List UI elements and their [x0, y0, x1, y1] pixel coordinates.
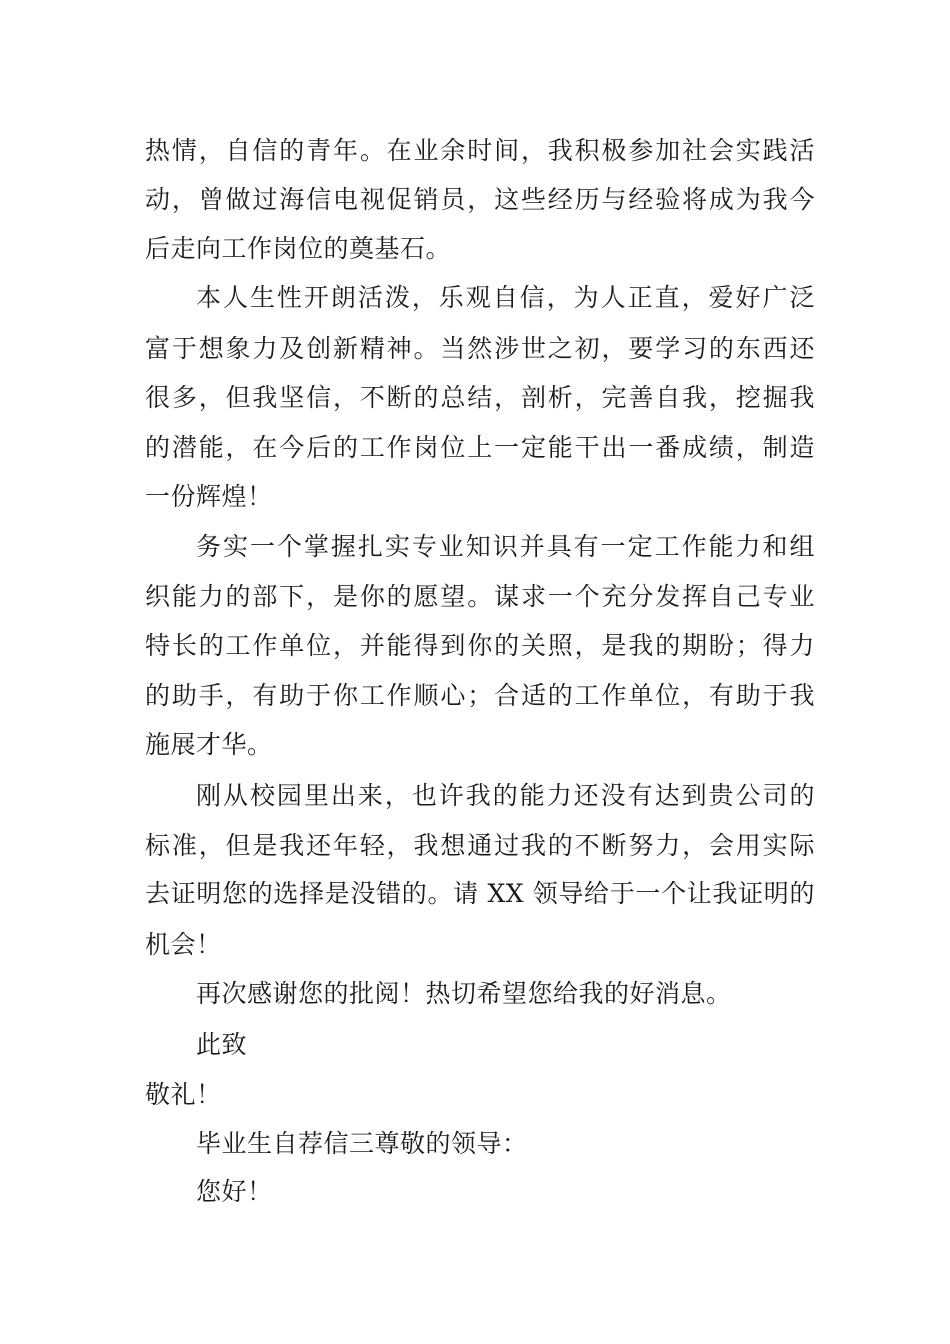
closing-thanks: 再次感谢您的批阅！热切希望您给我的好消息。	[196, 979, 732, 1008]
text-line: 特长的工作单位，并能得到你的关照，是我的期盼；得力	[145, 631, 815, 660]
text-line: 织能力的部下，是你的愿望。谋求一个充分发挥自己专业	[145, 582, 815, 611]
section-heading: 毕业生自荐信三尊敬的领导：	[196, 1129, 528, 1158]
text-line: 富于想象力及创新精神。当然涉世之初，要学习的东西还	[145, 334, 815, 363]
text-line: 一份辉煌！	[145, 482, 273, 511]
text-line: 动，曾做过海信电视促销员，这些经历与经验将成为我今	[145, 185, 815, 214]
text-line: 很多，但我坚信，不断的总结，剖析，完善自我，挖掘我	[145, 383, 815, 412]
paragraph-first-line: 本人生性开朗活泼，乐观自信，为人正直，爱好广泛	[196, 283, 815, 312]
text-line: 去证明您的选择是没错的。请 XX 领导给于一个让我证明的	[145, 879, 815, 908]
greeting: 您好！	[196, 1177, 273, 1206]
paragraph-first-line: 务实一个掌握扎实专业知识并具有一定工作能力和组	[196, 532, 815, 561]
text-line: 施展才华。	[145, 730, 273, 759]
text-line: 热情，自信的青年。在业余时间，我积极参加社会实践活	[145, 136, 815, 165]
text-line: 机会！	[145, 930, 222, 959]
text-line: 后走向工作岗位的奠基石。	[145, 234, 452, 263]
salutation-jingli: 敬礼！	[145, 1080, 222, 1109]
salutation-cizhi: 此致	[196, 1030, 248, 1059]
text-line: 的助手，有助于你工作顺心；合适的工作单位，有助于我	[145, 681, 815, 710]
text-line: 标准，但是我还年轻，我想通过我的不断努力，会用实际	[145, 831, 815, 860]
paragraph-first-line: 刚从校园里出来，也许我的能力还没有达到贵公司的	[196, 781, 815, 810]
text-line: 的潜能，在今后的工作岗位上一定能干出一番成绩，制造	[145, 433, 815, 462]
